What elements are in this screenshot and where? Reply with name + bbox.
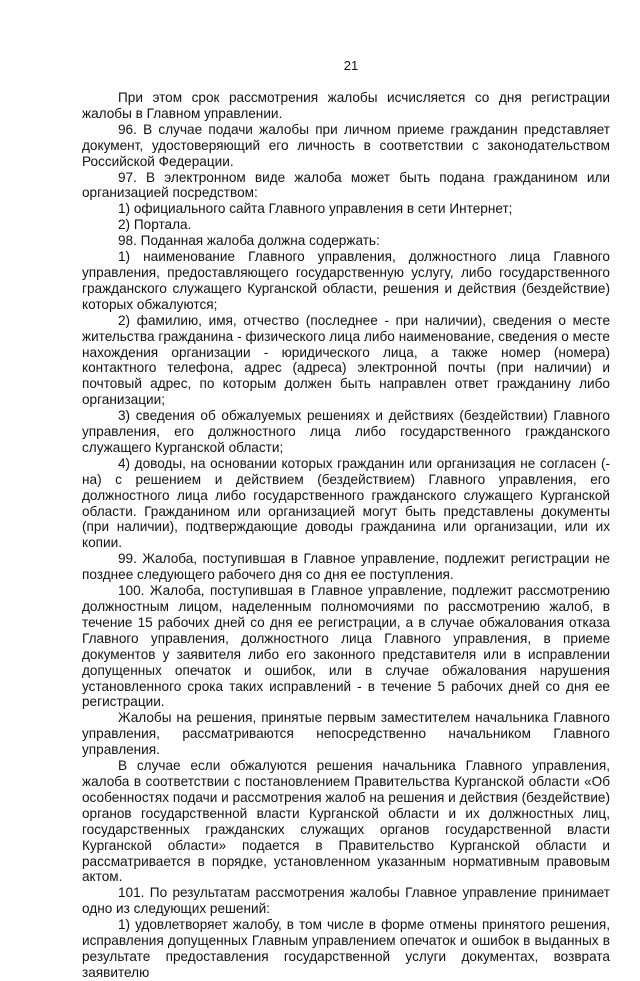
paragraph-99: 99. Жалоба, поступившая в Главное управление, подлежит регистрации не позднее следующего рабочего дня со дня ее поступления.	[82, 551, 610, 583]
paragraph-head-decisions: В случае если обжалуются решения начальника Главного управления, жалоба в соответствии с постановлением Правительства Курганской области «Об особенностях подачи и рассмотрения жалоб на решения и действия (бездействие) органов государственной власти Курганской области и их должностных лиц, государственных гражданских служащих органов государственной власти Курганской области» подается в Правительство Курганской области и рассматривается в порядке, установленном указанным нормативным правовым актом.	[82, 758, 610, 885]
paragraph-98-item-4: 4) доводы, на основании которых гражданин или организация не согласен (-на) с решением и действием (бездействием) Главного управления, его должностного лица либо государственного гражданского служащего Курганской области. Гражданином или организацией могут быть представлены документы (при наличии), подтверждающие доводы гражданина или организации, или их копии.	[82, 455, 610, 551]
paragraph-101-item-1: 1) удовлетворяет жалобу, в том числе в форме отмены принятого решения, исправления допущенных Главным управлением опечаток и ошибок в выданных в результате предоставления государственной услуги документах, возврата заявителю	[82, 917, 610, 980]
paragraph-98-item-1: 1) наименование Главного управления, должностного лица Главного управления, предоставляющего государственную услугу, либо государственного гражданского служащего Курганской области, решения и действия (бездействие) которых обжалуются;	[82, 249, 610, 312]
paragraph-98-item-3: 3) сведения об обжалуемых решениях и действиях (бездействии) Главного управления, его должностного лица либо государственного гражданского служащего Курганской области;	[82, 408, 610, 455]
paragraph-96: 96. В случае подачи жалобы при личном приеме гражданин представляет документ, удостоверяющий его личность в соответствии с законодательством Российской Федерации.	[82, 121, 610, 169]
paragraph-deputy-decisions: Жалобы на решения, принятые первым заместителем начальника Главного управления, рассматриваются непосредственно начальником Главного управления.	[82, 710, 610, 758]
paragraph-97: 97. В электронном виде жалоба может быть подана гражданином или организацией посредством:	[82, 169, 610, 201]
paragraph-term-note: При этом срок рассмотрения жалобы исчисляется со дня регистрации жалобы в Главном управлении.	[82, 90, 610, 121]
paragraph-98: 98. Поданная жалоба должна содержать:	[118, 233, 380, 249]
page-number: 21	[343, 58, 359, 73]
paragraph-97-item-2: 2) Портала.	[118, 217, 192, 233]
paragraph-101: 101. По результатам рассмотрения жалобы Главное управление принимает одно из следующих решений:	[82, 885, 610, 917]
paragraph-98-item-2: 2) фамилию, имя, отчество (последнее - при наличии), сведения о месте жительства гражданина - физического лица либо наименование, сведения о месте нахождения организации - юридического лица, а также номер (номера) контактного телефона, адрес (адреса) электронной почты (при наличии) и почтовый адрес, по которым должен быть направлен ответ гражданину либо организации;	[82, 312, 610, 408]
paragraph-100: 100. Жалоба, поступившая в Главное управление, подлежит рассмотрению должностным лицом, наделенным полномочиями по рассмотрению жалоб, в течение 15 рабочих дней со дня ее регистрации, а в случае обжалования отказа Главного управления, должностного лица Главного управления, в приеме документов у заявителя либо его законного представителя или в исправлении допущенных опечаток и ошибок, или в случае обжалования нарушения установленного срока таких исправлений - в течение 5 рабочих дней со дня ее регистрации.	[82, 583, 610, 710]
document-body	[82, 90, 610, 981]
paragraph-97-item-1: 1) официального сайта Главного управления в сети Интернет;	[118, 201, 513, 217]
